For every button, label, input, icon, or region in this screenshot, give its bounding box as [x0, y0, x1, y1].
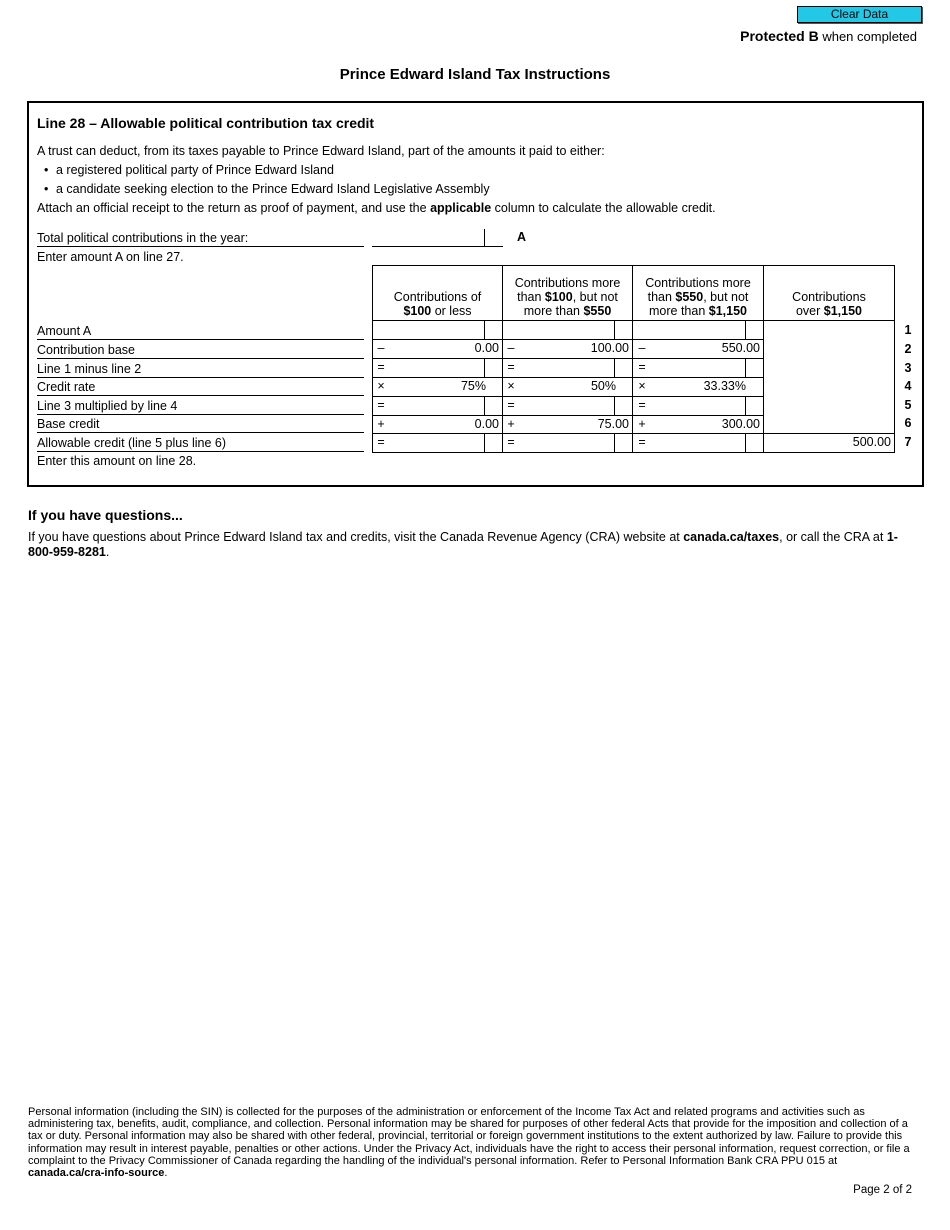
cents-divider — [484, 320, 485, 339]
row-label-line-1-minus-2: Line 1 minus line 2 — [37, 361, 364, 378]
enter-line-28-note: Enter this amount on line 28. — [37, 454, 197, 468]
credit-rate-col-1: 75% — [460, 379, 486, 393]
privacy-notice — [28, 1106, 913, 1179]
clear-data-button[interactable]: Clear Data — [797, 6, 922, 23]
cents-divider — [745, 358, 746, 377]
cents-divider — [745, 433, 746, 452]
attach-text-post: column to calculate the allowable credit. — [491, 201, 716, 215]
privacy-text: Personal information (including the SIN) is collected for the purposes of the administration or enforcement of the Income Tax Act and related programs and activities such as administering tax, benefits, audit, compliance, and collection. Personal information may be shared for purposes of other federal Acts that provide for the imposition and collection of a tax or duty. Personal information may also be shared with other federal, provincial, territorial or foreign government institutions to the extent authorized by law. Failure to provide this information may result in interest payable, penalties or other actions. Under the Privacy Act, individuals have the right to access their personal information, request correction, or file a complaint to the Privacy Commissioner of Canada regarding the handling of the individual's personal information. Refer to Personal Information Bank CRA PPU 015 at — [28, 1106, 910, 1167]
cra-website-link[interactable]: canada.ca/taxes — [683, 530, 780, 544]
intro-text: A trust can deduct, from its taxes payable to Prince Edward Island, part of the amounts it paid to either: — [37, 144, 605, 158]
column-header-2-pre: than — [517, 290, 545, 304]
row-label-amount-a: Amount A — [37, 323, 364, 340]
protected-notice — [740, 28, 917, 44]
column-header-2-post: , but not — [572, 290, 618, 304]
plus-operator: + — [377, 417, 385, 431]
equals-operator: = — [507, 398, 515, 412]
contribution-base-col-3: 550.00 — [721, 341, 760, 355]
questions-text-1: If you have questions about Prince Edward Island tax and credits, visit the Canada Revenue Agency (CRA) website at — [28, 530, 684, 544]
plus-operator: + — [507, 417, 515, 431]
cents-divider — [614, 396, 615, 415]
multiply-operator: × — [638, 379, 646, 393]
column-header-1 — [373, 290, 502, 318]
equals-operator: = — [638, 360, 646, 374]
line-number: 4 — [904, 379, 912, 393]
attach-text-bold: applicable — [430, 201, 492, 215]
bullet-item — [44, 182, 490, 196]
row-rule — [372, 396, 763, 397]
column-header-1-line-2 — [373, 304, 502, 318]
column-header-4-bold: $1,150 — [823, 304, 863, 318]
total-contributions-label: Total political contributions in the year: — [37, 230, 364, 247]
amount-a-input-col-2[interactable] — [503, 321, 613, 338]
cents-divider — [614, 358, 615, 377]
row-rule — [372, 452, 894, 453]
attach-text-pre: Attach an official receipt to the return as proof of payment, and use the — [37, 201, 431, 215]
contribution-base-col-1: 0.00 — [474, 341, 499, 355]
cents-divider — [484, 433, 485, 452]
column-header-4-pre: over — [795, 304, 824, 318]
column-header-3-line-1: Contributions more — [645, 276, 751, 290]
column-header-2 — [503, 276, 632, 318]
bullet-item — [44, 163, 334, 177]
info-source-link[interactable]: canada.ca/cra-info-source — [28, 1167, 165, 1180]
multiply-operator: × — [507, 379, 515, 393]
column-header-4 — [764, 290, 894, 318]
row-label-allowable-credit: Allowable credit (line 5 plus line 6) — [37, 435, 364, 452]
minus-operator: – — [507, 341, 515, 355]
column-header-2-line-2 — [503, 290, 632, 304]
column-header-4-line-1: Contributions — [792, 290, 866, 304]
base-credit-col-3: 300.00 — [721, 417, 760, 431]
contribution-base-col-2: 100.00 — [590, 341, 629, 355]
credit-rate-col-2: 50% — [590, 379, 616, 393]
questions-heading: If you have questions... — [28, 507, 183, 523]
column-header-1-suffix: or less — [431, 304, 472, 318]
page-title: Prince Edward Island Tax Instructions — [339, 66, 611, 83]
line-number: 5 — [904, 398, 912, 412]
multiply-operator: × — [377, 379, 385, 393]
minus-operator: – — [377, 341, 385, 355]
column-header-1-bold: $100 — [403, 304, 432, 318]
column-divider — [894, 265, 895, 453]
line-number: 2 — [904, 342, 912, 356]
cra-phone-number: 1-800-959-8281 — [28, 530, 898, 559]
line-number: 1 — [904, 323, 912, 337]
page-number: Page 2 of 2 — [853, 1184, 912, 1196]
allowable-credit-col-4: 500.00 — [852, 435, 891, 449]
cents-divider — [484, 396, 485, 415]
cents-divider — [614, 433, 615, 452]
line-number: 7 — [904, 435, 912, 449]
protected-label: Protected B — [740, 28, 819, 44]
column-header-3-line-2 — [633, 290, 763, 304]
amount-a-input-col-1[interactable] — [373, 321, 483, 338]
column-header-3 — [633, 276, 763, 318]
column-header-3-post: , but not — [703, 290, 749, 304]
protected-suffix: when completed — [818, 29, 917, 44]
base-credit-col-1: 0.00 — [474, 417, 499, 431]
plus-operator: + — [638, 417, 646, 431]
equals-operator: = — [507, 360, 515, 374]
column-header-3-pre-3: more than — [649, 304, 709, 318]
bullet-dot: • — [44, 182, 49, 196]
line-number: 6 — [904, 416, 912, 430]
column-header-3-pre: than — [647, 290, 676, 304]
row-label-line-3-times-4: Line 3 multiplied by line 4 — [37, 398, 364, 415]
equals-operator: = — [377, 360, 385, 374]
row-label-credit-rate: Credit rate — [37, 379, 364, 396]
cents-divider — [614, 320, 615, 339]
amount-a-input-col-3[interactable] — [633, 321, 744, 338]
equals-operator: = — [377, 398, 385, 412]
row-label-contribution-base: Contribution base — [37, 342, 364, 359]
row-rule — [372, 358, 763, 359]
attach-text — [37, 201, 716, 215]
column-header-2-bold: $100 — [544, 290, 573, 304]
column-header-2-pre-3: more than — [523, 304, 584, 318]
row-label-base-credit: Base credit — [37, 416, 364, 433]
cents-divider — [745, 396, 746, 415]
column-header-2-bold-3: $550 — [583, 304, 612, 318]
column-header-3-line-3 — [633, 304, 763, 318]
column-header-4-line-2 — [764, 304, 894, 318]
enter-amount-a-note: Enter amount A on line 27. — [37, 250, 184, 264]
equals-operator: = — [507, 435, 515, 449]
cents-divider — [745, 320, 746, 339]
cents-divider — [484, 229, 485, 247]
section-heading: Line 28 – Allowable political contribution tax credit — [37, 115, 375, 131]
bullet-dot: • — [44, 163, 49, 177]
base-credit-col-2: 75.00 — [597, 417, 629, 431]
column-header-2-line-1: Contributions more — [514, 276, 621, 290]
questions-text-3: . — [105, 545, 110, 559]
questions-text-2: , or call the CRA at — [779, 530, 887, 544]
line-number: 3 — [904, 361, 912, 375]
questions-text — [28, 530, 908, 560]
equals-operator: = — [377, 435, 385, 449]
cents-divider — [484, 358, 485, 377]
column-header-2-line-3 — [503, 304, 632, 318]
minus-operator: – — [638, 341, 646, 355]
credit-rate-col-3: 33.33% — [703, 379, 746, 393]
column-header-3-bold: $550 — [675, 290, 704, 304]
bullet-text: a candidate seeking election to the Prince Edward Island Legislative Assembly — [56, 182, 490, 196]
bullet-text: a registered political party of Prince Edward Island — [56, 163, 334, 177]
privacy-end: . — [164, 1167, 168, 1180]
column-header-3-bold-3: $1,150 — [708, 304, 747, 318]
column-header-1-line-1: Contributions of — [393, 290, 482, 304]
equals-operator: = — [638, 398, 646, 412]
equals-operator: = — [638, 435, 646, 449]
amount-a-letter: A — [517, 230, 527, 244]
